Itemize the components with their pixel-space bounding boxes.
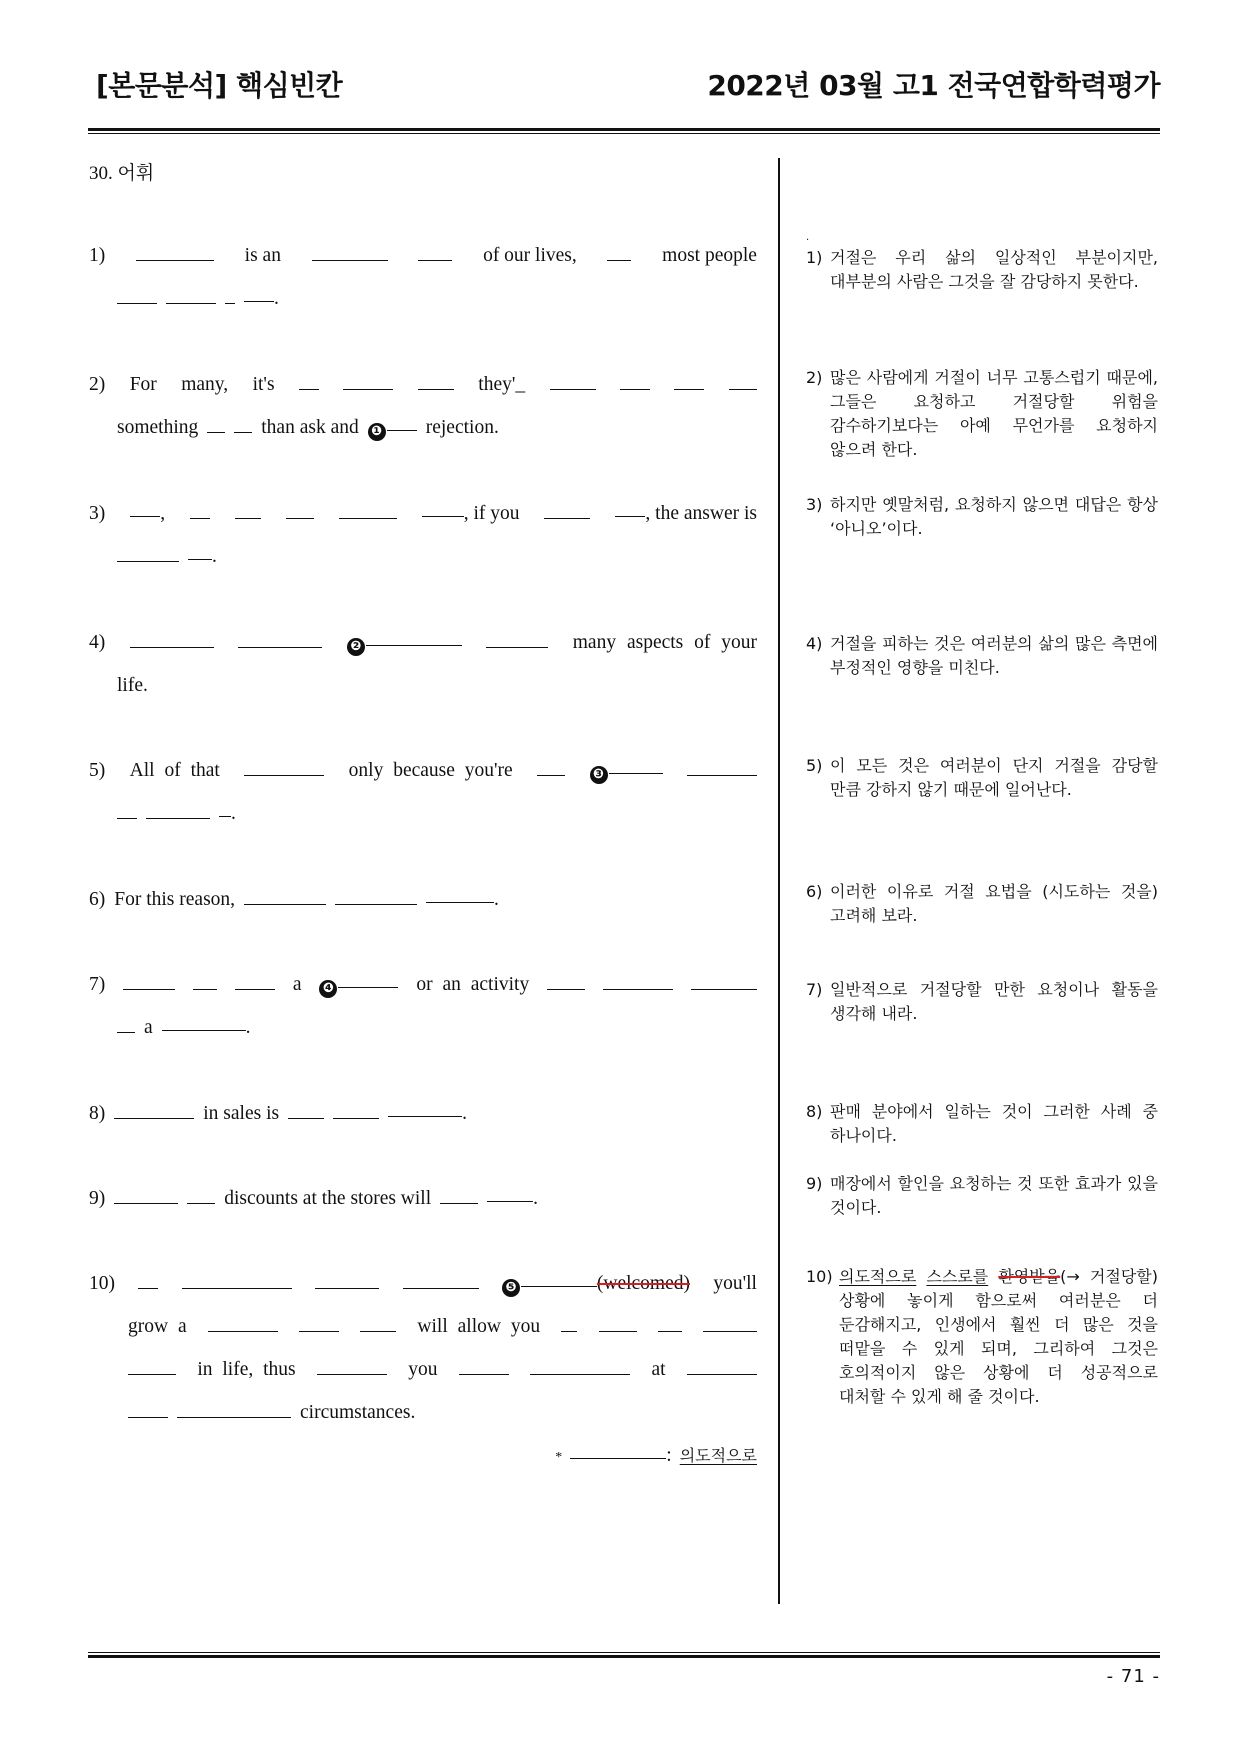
- text-fragment: most people: [662, 245, 757, 266]
- text-fragment: .: [533, 1188, 539, 1209]
- fill-blank[interactable]: [146, 817, 210, 819]
- struck-word: (welcomed): [596, 1273, 690, 1294]
- translation-number: 7): [806, 980, 823, 999]
- circled-number-5-icon: ❺: [502, 1279, 520, 1297]
- translation-text: 이 모든 것은 여러분이 단지 거절을 감당할 만큼 강하지 않기 때문에 일어난다.: [830, 756, 1158, 799]
- fill-blank[interactable]: [343, 388, 393, 390]
- translation-text: 하지만 옛말처럼, 요청하지 않으면 대답은 항상 ‘아니오’이다.: [830, 495, 1158, 538]
- fill-blank[interactable]: [208, 1330, 278, 1332]
- korean-translation-7: [806, 978, 1158, 1026]
- text-fragment: something: [117, 417, 199, 438]
- fill-blank[interactable]: [607, 259, 631, 261]
- fill-blank[interactable]: [418, 388, 454, 390]
- circled-number-3-icon: ❸: [590, 766, 608, 784]
- text-fragment: .: [274, 288, 279, 309]
- text-fragment: than ask and: [261, 417, 359, 438]
- text-fragment: .: [231, 803, 236, 824]
- english-sentence-8: [89, 1092, 757, 1135]
- fill-blank[interactable]: [687, 774, 757, 776]
- fill-blank[interactable]: [387, 429, 417, 431]
- fill-blank[interactable]: [299, 388, 319, 390]
- sentence-number: 8): [89, 1103, 106, 1124]
- korean-translation-1: [806, 246, 1158, 294]
- fill-blank[interactable]: [117, 302, 157, 304]
- struck-phrase: 환영받을: [998, 1267, 1061, 1286]
- text-fragment: rejection.: [425, 417, 499, 438]
- english-sentence-10: [89, 1262, 757, 1477]
- translation-text: 일반적으로 거절당할 만한 요청이나 활동을 생각해 내라.: [830, 980, 1158, 1023]
- english-sentence-9: [89, 1177, 757, 1220]
- footnote-meaning: 의도적으로: [679, 1446, 757, 1465]
- fill-blank[interactable]: [136, 259, 214, 261]
- fill-blank[interactable]: [130, 646, 214, 648]
- fill-blank[interactable]: [561, 1330, 577, 1332]
- header-rule-thick: [88, 128, 1160, 131]
- fill-blank[interactable]: [123, 988, 175, 990]
- text-fragment: , if you: [463, 503, 520, 524]
- fill-blank[interactable]: [219, 815, 231, 817]
- footer-rule-thin: [88, 1652, 1160, 1653]
- text-fragment: of our lives,: [483, 245, 577, 266]
- fill-blank[interactable]: [599, 1330, 637, 1332]
- fill-blank[interactable]: [288, 1117, 324, 1119]
- fill-blank[interactable]: [603, 988, 673, 990]
- english-sentence-4: [89, 621, 757, 707]
- fill-blank[interactable]: [547, 988, 585, 990]
- translation-number: 10): [806, 1267, 833, 1286]
- fill-blank[interactable]: [530, 1373, 630, 1375]
- fill-blank[interactable]: [537, 774, 565, 776]
- fill-blank[interactable]: [403, 1287, 479, 1289]
- text-fragment: in life, thus: [197, 1359, 296, 1380]
- footer-rule-thick: [88, 1655, 1160, 1658]
- text-fragment: For this reason,: [114, 889, 236, 910]
- text-fragment: .: [462, 1103, 467, 1124]
- text-fragment: .: [245, 1017, 251, 1038]
- text-fragment: it's: [252, 374, 275, 395]
- fill-blank[interactable]: [235, 988, 275, 990]
- text-fragment: many,: [181, 374, 229, 395]
- translation-text: [806, 1265, 1158, 1409]
- text-fragment: you'll: [713, 1273, 757, 1294]
- translation-number: 3): [806, 495, 823, 514]
- korean-translation-4: [806, 632, 1158, 680]
- fill-blank[interactable]: [182, 1287, 292, 1289]
- text-fragment: All of that: [129, 760, 220, 781]
- translation-text: 이러한 이유로 거절 요법을 (시도하는 것을) 고려해 보라.: [830, 882, 1158, 925]
- header-rule-thin: [88, 133, 1160, 134]
- text-fragment: discounts at the stores will: [224, 1188, 432, 1209]
- fill-blank[interactable]: [360, 1330, 396, 1332]
- fill-blank[interactable]: [687, 1373, 757, 1375]
- translation-number: 9): [806, 1174, 823, 1193]
- fill-blank[interactable]: [244, 903, 326, 905]
- korean-translation-9: [806, 1172, 1158, 1220]
- fill-blank[interactable]: [207, 431, 225, 433]
- fill-blank[interactable]: [187, 1202, 215, 1204]
- fill-blank[interactable]: [312, 259, 388, 261]
- circled-number-1-icon: ❶: [368, 423, 386, 441]
- text-fragment: .: [212, 546, 217, 567]
- korean-translation-10: [806, 1265, 1158, 1409]
- fill-blank[interactable]: [703, 1330, 757, 1332]
- translation-text: 매장에서 할인을 요청하는 것 또한 효과가 있을 것이다.: [830, 1174, 1158, 1217]
- fill-blank[interactable]: [570, 1457, 666, 1459]
- fill-blank[interactable]: [117, 817, 137, 819]
- fill-blank[interactable]: [225, 302, 235, 304]
- fill-blank[interactable]: [128, 1373, 176, 1375]
- underlined-phrase: 스스로를: [926, 1267, 989, 1286]
- english-sentence-5: [89, 749, 757, 835]
- text-fragment: (→ 거절당할) 상황에 놓이게 함으로써 여러분은 더 둔감해지고, 인생에서 훨씬 더 많은 것을 떠맡을 수 있게 되며, 그리하여 그것은 호의적이지 않은 상황에 더 성공적으로 대처할 수 있게 해 줄 것이다.: [839, 1267, 1158, 1406]
- english-sentence-7: [89, 963, 757, 1049]
- translation-text: 판매 분야에서 일하는 것이 그러한 사례 중 하나이다.: [830, 1102, 1158, 1145]
- text-fragment: :: [666, 1445, 672, 1466]
- fill-blank[interactable]: [729, 388, 757, 390]
- header-right-title: 2022년 03월 고1 전국연합학력평가: [707, 69, 1160, 102]
- circled-number-2-icon: ❷: [347, 638, 365, 656]
- text-fragment: a: [292, 974, 302, 995]
- fill-blank[interactable]: [117, 560, 179, 562]
- fill-blank[interactable]: [130, 515, 160, 517]
- fill-blank[interactable]: [166, 302, 216, 304]
- fill-blank[interactable]: [177, 1416, 291, 1418]
- text-fragment: circumstances.: [300, 1402, 416, 1423]
- fill-blank[interactable]: [422, 515, 464, 517]
- fill-blank[interactable]: [615, 515, 645, 517]
- fill-blank[interactable]: [609, 772, 663, 774]
- text-fragment: grow a: [128, 1316, 187, 1337]
- fill-blank[interactable]: [335, 903, 417, 905]
- english-sentence-6: [89, 878, 757, 921]
- sentence-number: 4): [89, 632, 106, 653]
- fill-blank[interactable]: [244, 774, 324, 776]
- korean-translation-8: [806, 1100, 1158, 1148]
- english-sentence-2: [89, 363, 757, 449]
- sentence-number: 2): [89, 374, 106, 395]
- fill-blank[interactable]: [317, 1373, 387, 1375]
- translation-number: 2): [806, 368, 823, 387]
- fill-blank[interactable]: [235, 517, 261, 519]
- fill-blank[interactable]: [138, 1287, 158, 1289]
- translation-number: 5): [806, 756, 823, 775]
- text-fragment: will allow you: [417, 1316, 541, 1337]
- english-sentence-1: [89, 234, 757, 320]
- fill-blank[interactable]: [128, 1416, 168, 1418]
- text-fragment: you: [408, 1359, 438, 1380]
- text-fragment: or an activity: [416, 974, 530, 995]
- translation-number: 6): [806, 882, 823, 901]
- fill-blank[interactable]: [459, 1373, 509, 1375]
- text-fragment: is an: [244, 245, 281, 266]
- dot-mark: .: [806, 232, 810, 243]
- sentence-number: 3): [89, 503, 106, 524]
- fill-blank[interactable]: [338, 986, 398, 988]
- fill-blank[interactable]: [388, 1115, 462, 1117]
- header-left-title: [본문분석] 핵심빈칸: [96, 69, 343, 102]
- underlined-phrase: 의도적으로: [839, 1267, 917, 1286]
- translation-number: 1): [806, 248, 823, 267]
- fill-blank[interactable]: [691, 988, 757, 990]
- fill-blank[interactable]: [315, 1287, 379, 1289]
- fill-blank[interactable]: [193, 988, 217, 990]
- fill-blank[interactable]: [440, 1202, 478, 1204]
- fill-blank[interactable]: [486, 646, 548, 648]
- fill-blank[interactable]: [190, 517, 210, 519]
- fill-blank[interactable]: [366, 644, 462, 646]
- translation-text: 거절은 우리 삶의 일상적인 부분이지만, 대부분의 사람은 그것을 잘 감당하지 못한다.: [830, 248, 1158, 291]
- fill-blank[interactable]: [162, 1029, 246, 1031]
- fill-blank[interactable]: [487, 1200, 533, 1202]
- fill-blank[interactable]: [333, 1117, 379, 1119]
- fill-blank[interactable]: [114, 1202, 178, 1204]
- text-fragment: life.: [117, 675, 148, 696]
- text-fragment: .: [494, 889, 499, 910]
- text-fragment: in sales is: [203, 1103, 280, 1124]
- fill-blank[interactable]: [339, 517, 397, 519]
- page-number: - 71 -: [1106, 1666, 1160, 1687]
- korean-translation-3: [806, 493, 1158, 541]
- fill-blank[interactable]: [244, 300, 274, 302]
- text-fragment: ,: [160, 503, 166, 524]
- fill-blank[interactable]: [550, 388, 596, 390]
- fill-blank[interactable]: [521, 1285, 597, 1287]
- fill-blank[interactable]: [674, 388, 704, 390]
- sentence-number: 1): [89, 245, 106, 266]
- translation-number: 8): [806, 1102, 823, 1121]
- text-fragment: a: [144, 1017, 153, 1038]
- fill-blank[interactable]: [286, 517, 314, 519]
- korean-translation-5: [806, 754, 1158, 802]
- translation-number: 4): [806, 634, 823, 653]
- circled-number-4-icon: ❹: [319, 980, 337, 998]
- english-sentence-3: [89, 492, 757, 578]
- text-fragment: many aspects of your: [572, 632, 757, 653]
- translation-text: 거절을 피하는 것은 여러분의 삶의 많은 측면에 부정적인 영향을 미친다.: [830, 634, 1158, 677]
- column-divider: [778, 158, 780, 1604]
- text-fragment: only because you're: [348, 760, 513, 781]
- fill-blank[interactable]: [114, 1117, 194, 1119]
- section-title: 30. 어휘: [89, 163, 155, 184]
- footnote-asterisk: *: [555, 1450, 563, 1465]
- fill-blank[interactable]: [426, 901, 494, 903]
- fill-blank[interactable]: [658, 1330, 682, 1332]
- fill-blank[interactable]: [117, 1031, 135, 1033]
- fill-blank[interactable]: [238, 646, 322, 648]
- fill-blank[interactable]: [234, 431, 252, 433]
- fill-blank[interactable]: [620, 388, 650, 390]
- korean-translation-2: [806, 366, 1158, 462]
- fill-blank[interactable]: [188, 558, 212, 560]
- text-fragment: , the answer is: [645, 503, 757, 524]
- sentence-number: 6): [89, 889, 106, 910]
- korean-translation-6: [806, 880, 1158, 928]
- sentence-number: 10): [89, 1273, 115, 1294]
- fill-blank[interactable]: [544, 517, 590, 519]
- translation-text: 많은 사람에게 거절이 너무 고통스럽기 때문에, 그들은 요청하고 거절당할 위험을 감수하기보다는 아예 무언가를 요청하지 않으려 한다.: [830, 368, 1158, 459]
- fill-blank[interactable]: [299, 1330, 339, 1332]
- fill-blank[interactable]: [418, 259, 452, 261]
- sentence-number: 5): [89, 760, 106, 781]
- text-fragment: For: [129, 374, 157, 395]
- sentence-number: 7): [89, 974, 106, 995]
- sentence-number: 9): [89, 1188, 106, 1209]
- text-fragment: they'_: [478, 374, 526, 395]
- text-fragment: at: [651, 1359, 666, 1380]
